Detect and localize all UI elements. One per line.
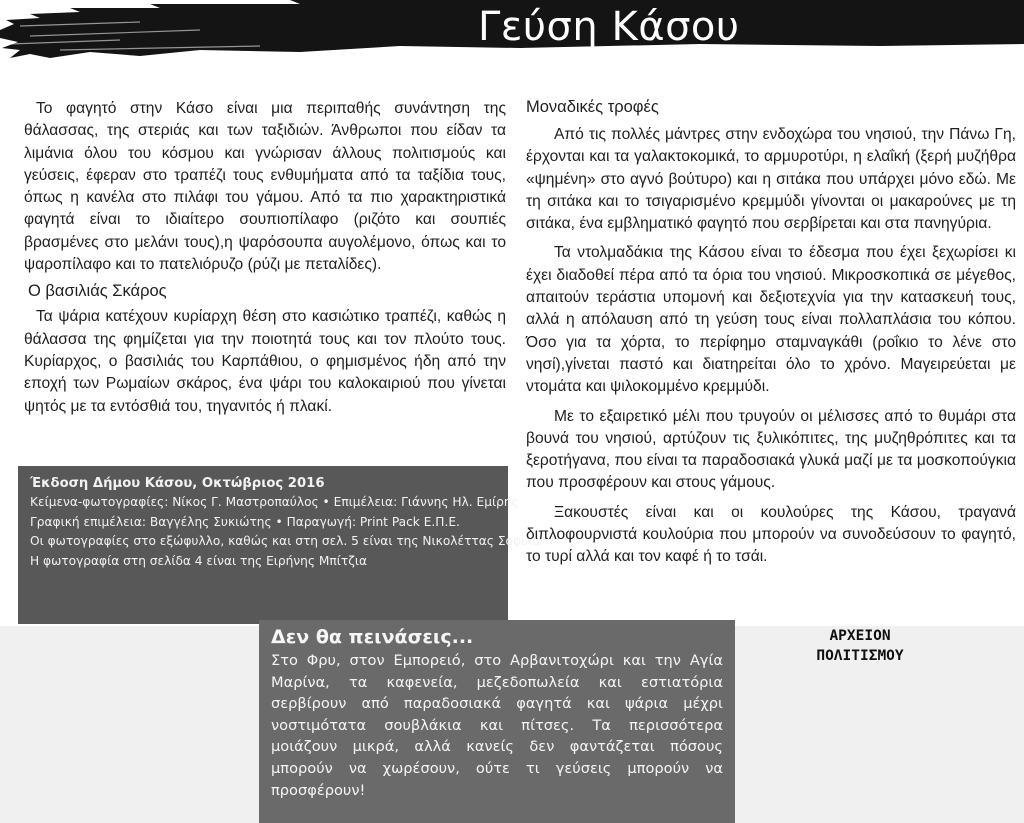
section-heading-skaros: Ο βασιλιάς Σκάρος [28, 282, 167, 301]
left-column [24, 98, 506, 418]
archive-stamp-line1: ΑΡΧΕΙΟΝ [829, 628, 891, 644]
skaros-paragraph: Τα ψάρια κατέχουν κυρίαρχη θέση στο κασιώτικο τραπέζι, καθώς η θάλασσα της φημίζεται για την ποιοτητά τους και τον πλούτο τους. Κυρίαρχος, ο βασιλιάς του Καρπάθιου, ο φημισμένος ήδη από την εποχή των Ρωμαίων σκάρος, ένα ψάρι του καλοκαιριού που γίνεται ψητός με τα εντόσθιά του, τηγανιτός ή πλακί. [24, 308, 506, 415]
header-band [0, 0, 1024, 62]
credits-title: Έκδοση Δήμου Κάσου, Οκτώβριος 2016 [30, 476, 325, 491]
dairy-paragraph: Από τις πολλές μάντρες στην ενδοχώρα του νησιού, την Πάνω Γη, έρχονται και τα γαλακτοκομικά, το αρμυρoτύρι, η ελαΐκή (ξερή μυζήθρα «ψημένη» στο αγνό βούτυρο) και η σιτάκα που υπάρχει μόνο εδώ. Με τη σιτάκα και το τσιγαρισμένο κρεμμύδι γίνονται οι μακαρούνες με τη σιτάκα, ένα εμβληματικό φαγητό που σερβίρεται και στα πανηγύρια. [526, 126, 1016, 233]
right-column [526, 96, 1016, 576]
archive-stamp [760, 626, 960, 666]
hunger-box-title: Δεν θα πεινάσεις... [271, 626, 474, 648]
intro-paragraph: Το φαγητό στην Κάσο είναι μια περιπαθής συνάντηση της θάλασσας, της στεριάς και των ταξιδιών. Άνθρωποι που είδαν τα λιμάνια όλου του κόσμου και γνώρισαν άλλους πολιτισμούς και γεύσεις, έφεραν στο τραπέζι τους ενθυμήματα από τα ταξίδια τους, όπως η κανέλα στο πιλάφι του γάμου. Από τα πιο χαρακτηριστικά φαγητά είναι το ιδιαίτερο σουπιοπίλαφο (ριζότο και σουπιές βρασμένες στο μελάνι τους),η ψαρόσουπα αυγολέμονο, όπως και το ψαροπίλαφο και το πατελιόρυζο (ρύζι με πεταλίδες). [24, 100, 506, 274]
koulouria-paragraph: Ξακουστές είναι και οι κουλούρες της Κάσου, τραγανά διπλοφουρνιστά κουλούρια που μπορούν να συνοδεύσουν το φαγητό, το τυρί αλλά και τον καφέ ή το τσάι. [526, 503, 1016, 566]
section-heading-unique-foods: Μοναδικές τροφές [526, 98, 659, 116]
hunger-box-text: Στο Φρυ, στον Εμπορειό, στο Αρβανιτοχώρι και την Αγία Μαρίνα, τα καφενεία, μεζεδοπωλεία και εστιατόρια σερβίρουν από παραδοσιακά φαγητά και ψάρια μέχρι νοστιμότατα σουβλάκια και πίτσες. Τα περισσότερα μοιάζουν μικρά, αλλά κανείς δεν φαντάζεται πόσους μπορούν να χωρέσουν, ούτε τι γεύσεις μπορούν να προσφέρουν! [271, 652, 723, 799]
honey-paragraph: Με το εξαιρετικό μέλι που τρυγούν οι μέλισσες από το θυμάρι στα βουνά του νησιού, αρτύζουν τις ξυλικόπιτες, της μυζηθρόπιτες και τα ξεροτήγανα, που είναι τα παραδοσιακά γλυκά μαζί με τα μοσκοπούγκια που προσφέρουν και στους γάμους. [526, 407, 1016, 492]
credits-line-page4-photo: Η φωτογραφία στη σελίδα 4 είναι της Ειρήνης Μπίτζια [30, 553, 368, 568]
page-title: Γεύση Κάσου [478, 4, 740, 50]
dolmades-paragraph: Τα ντολμαδάκια της Κάσου είναι το έδεσμα που έχει ξεχωρίσει κι έχει διαδοθεί πέρα από τα όρια του νησιού. Μικροσκοπικά σε μέγεθος, απαιτούν τεράστια υπομονή και δεξιοτεχνία για την κατασκευή τους, αλλά η απόλαυση από τη γεύση τους είναι πολλαπλάσια του κόπου. Όσο για τα χόρτα, το περίφημο σταμναγκάθι (ροΐκιο το λένε στο νησί),γίνεται παστό και διατηρείται όλο το χρόνο. Μαγειρεύεται με ντομάτα και ψιλοκομμένο κρεμμύδι. [526, 244, 1016, 396]
credits-line-cover-photos: Οι φωτογραφίες στο εξώφυλλο, καθώς και στη σελ. 5 είναι της Νικολέττας Σοφίλα [30, 534, 541, 549]
archive-stamp-line2: ΠΟΛΙΤΙΣΜΟΥ [816, 648, 904, 664]
credits-line-graphics: Γραφική επιμέλεια: Βαγγέλης Συκιώτης • Παραγωγή: Print Pack Ε.Π.Ε. [30, 514, 460, 529]
credits-box [18, 466, 541, 624]
credits-line-authors: Κείμενα-φωτογραφίες: Νίκος Γ. Μαστροπαύλος • Επιμέλεια: Γιάννης Ηλ. Εμίρης [30, 495, 519, 510]
hunger-box [259, 620, 735, 823]
